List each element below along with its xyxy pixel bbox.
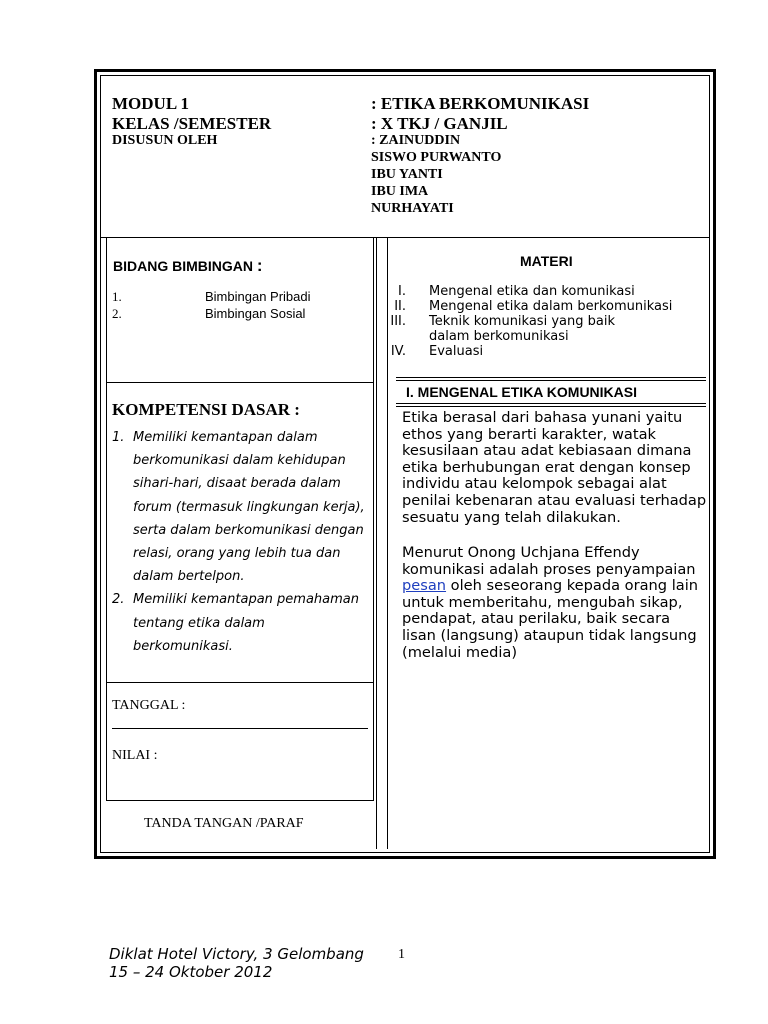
- kompetensi-num: 1.: [112, 430, 125, 445]
- materi-list: [385, 284, 705, 359]
- materi-num: I.: [398, 284, 406, 299]
- author-3: IBU YANTI: [371, 167, 443, 182]
- kompetensi-title: KOMPETENSI DASAR :: [112, 400, 300, 419]
- footer-line-1: Diklat Hotel Victory, 3 Gelombang: [109, 945, 364, 963]
- list-item: [112, 588, 367, 658]
- list-item: [385, 314, 705, 344]
- kompetensi-divider: [106, 682, 374, 683]
- materi-text: Teknik komunikasi yang baik dalam berkomunikasi: [429, 314, 615, 344]
- materi-text: Mengenal etika dan komunikasi: [429, 284, 635, 299]
- tanda-tangan-label: TANDA TANGAN /PARAF: [144, 816, 304, 831]
- materi-num: II.: [394, 299, 406, 314]
- list-item: [385, 299, 705, 314]
- modul-label: MODUL 1: [112, 94, 189, 113]
- author-2: SISWO PURWANTO: [371, 150, 502, 165]
- kelas-label: KELAS /SEMESTER: [112, 114, 272, 133]
- bidang-title-colon: :: [256, 256, 263, 275]
- footer-line-2: 15 – 24 Oktober 2012: [109, 963, 273, 981]
- header-divider: [100, 237, 710, 238]
- bidang-num: 2.: [112, 306, 122, 321]
- kelas-value: : X TKJ / GANJIL: [371, 114, 508, 133]
- nilai-label: NILAI :: [112, 748, 158, 763]
- materi-text: Evaluasi: [429, 344, 484, 359]
- materi-num: IV.: [390, 344, 406, 359]
- paragraph-2-text-start: Menurut Onong Uchjana Effendy komunikasi adalah proses penyampaian: [402, 544, 696, 578]
- list-item: [112, 288, 362, 305]
- author-4: IBU IMA: [371, 184, 429, 199]
- list-item: [385, 284, 705, 299]
- materi-text: Mengenal etika dalam berkomunikasi: [429, 299, 673, 314]
- kompetensi-text: Memiliki kemantapan dalam berkomunikasi dalam kehidupan sihari-hari, disaat berada dalam forum (termasuk lingkungan kerja), serta dalam berkomunikasi dengan relasi, orang yang lebih tua dan dalam bertelpon.: [133, 430, 365, 585]
- page-number: 1: [398, 947, 405, 962]
- pesan-link[interactable]: pesan: [402, 577, 447, 595]
- list-item: [385, 344, 705, 359]
- kompetensi-num: 2.: [112, 592, 125, 608]
- author-1: : ZAINUDDIN: [371, 133, 461, 148]
- sign-box-bottom: [106, 800, 374, 801]
- author-5: NURHAYATI: [371, 201, 454, 216]
- paragraph-2-text-end: oleh seseorang kepada orang lain untuk memberitahu, mengubah sikap, pendapat, atau perilaku, baik secara lisan (langsung) ataupun tidak langsung (melalui media): [402, 577, 699, 661]
- disusun-label: DISUSUN OLEH: [112, 133, 218, 148]
- section-paragraph-2: [402, 545, 708, 661]
- bidang-text: Bimbingan Sosial: [205, 306, 306, 321]
- bidang-divider: [106, 382, 374, 383]
- column-divider: [376, 237, 377, 849]
- kompetensi-list: [112, 426, 367, 658]
- left-box-right-edge: [373, 237, 374, 800]
- bidang-num: 1.: [112, 289, 122, 304]
- materi-title: MATERI: [520, 253, 573, 269]
- bidang-title-text: BIDANG BIMBINGAN: [113, 258, 253, 274]
- bidang-title: [113, 256, 263, 276]
- bidang-text: Bimbingan Pribadi: [205, 289, 311, 304]
- modul-value: : ETIKA BERKOMUNIKASI: [371, 94, 590, 113]
- kompetensi-text: Memiliki kemantapan pemahaman tentang etika dalam berkomunikasi.: [133, 592, 359, 654]
- section-heading: I. MENGENAL ETIKA KOMUNIKASI: [406, 384, 638, 400]
- tanggal-underline: [112, 728, 368, 729]
- bidang-list: [112, 288, 362, 322]
- left-box-left-edge: [106, 237, 107, 800]
- tanggal-label: TANGGAL :: [112, 698, 186, 713]
- list-item: [112, 305, 362, 322]
- list-item: [112, 426, 367, 588]
- materi-num: III.: [390, 314, 406, 329]
- section-paragraph-1: Etika berasal dari bahasa yunani yaitu ethos yang berarti karakter, watak kesusilaan atau adat kebiasaan dimana etika berhubungan erat dengan konsep individu atau kelompok sebagai alat penilai kebenaran atau evaluasi terhadap sesuatu yang telah dilakukan.: [402, 409, 707, 526]
